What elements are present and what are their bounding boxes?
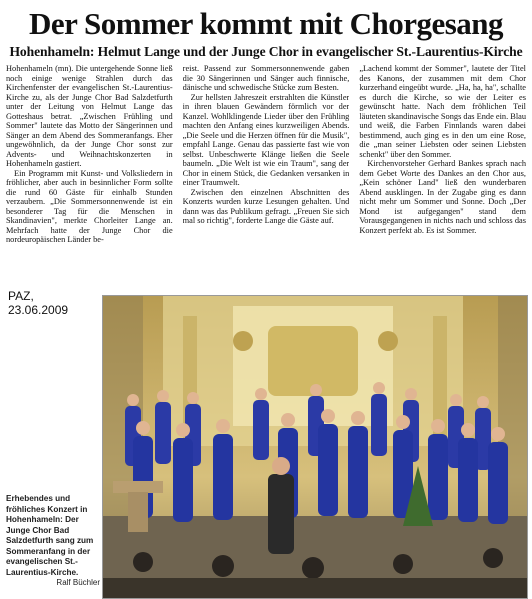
source-dateline — [8, 289, 68, 317]
paragraph: Zur hellsten Jahreszeit erstrahlten die Künstler in ihren blauen Gewändern förmlich vor der Kanzel. Wohlklingende Lieder über den Frühling machten den Anfang eines kurzweiligen Abends. „Die Seele und die Herzen öffnen für die Musik", empfahl Lange. Genau das passierte fast wie von selbst. Unbeschwerte Klänge ließen die Seele baumeln. „Die Welt ist wie ein Traum", sang der Chor in einem Stück, die Gedanken versanken in einer Traumwelt. — [182, 92, 350, 187]
choir-photo-illustration — [103, 296, 527, 598]
paragraph: „Lachend kommt der Sommer", lautete der Titel des Kanons, der zusammen mit dem Chor kurzerhand eingeübt wurde. „Ha, ha, ha", schallte es durch die Kirche, so wie der Leiter es gewünscht hatte. Nach dem fröhlichen Teil läuteten skandinavische Songs das Ende ein. Blau und weiß, die Farben Finnlands waren dabei bestimmend, auch ging es in den um eine Rose, die „man seiner Liebsten oder seinen Liebsten schenkt" über den Sommer. — [359, 64, 527, 159]
article-column-3 — [359, 64, 526, 284]
photo-credit: Ralf Büchler — [56, 578, 100, 587]
paragraph: Zwischen den einzelnen Abschnitten des Konzerts wurden kurze Lesungen gehalten. Und dann was das Publikum gefragt. „Freuen Sie sich mal so richtig", forderte Lange die Gäste auf. — [182, 187, 350, 225]
headline: Der Sommer kommt mit Chorgesang — [28, 6, 504, 41]
photo-caption: Erhebendes und fröhliches Konzert in Hohenhameln: Der Junge Chor Bad Salzdetfurth sang zum Sommeranfang in der evangelischen St.-Laurentius-Kirche. — [6, 494, 94, 577]
choir-photo — [102, 295, 528, 599]
article-body — [6, 64, 526, 284]
publication-name: PAZ, — [8, 289, 34, 303]
article-column-1 — [6, 64, 173, 284]
paragraph: Hohenhameln (mn). Die untergehende Sonne ließ noch einige wenige Strahlen durch das Kirchenfenster der evangelischen St.-Laurentius-Kirche zu, als der Junge Chor Bad Salzdetfurth unter der Leitung von Helmut Lange das Gotteshaus betrat. „Zwischen Frühling und Sommer" lautete das Motto der Sängerinnen und Sänger an dem Abend des Sommeranfangs. Eher ungewöhnlich, da der Junge Chor sonst zur Advents- und Weihnachtskonzerten in Hohenhameln gastiert. — [6, 64, 173, 168]
paragraph: Kirchenvorsteher Gerhard Bankes sprach nach dem Gebet Worte des Dankes an den Chor aus, „Kein schöner Land" ließ den wunderbaren Abend ausklingen. In der Zugabe ging es dann nicht mehr um Sommer und Sonne. Doch „Der Mond ist aufgegangen" stand dem Vorausgegangenen in nichts nach und schloss das Konzert perfekt ab. Es ist Sommer. — [359, 159, 527, 235]
article-column-2 — [183, 64, 350, 284]
paragraph: reist. Passend zur Sommersonnenwende gaben die 30 Sängerinnen und Sänger auch finnische, dänische und schwedische Stücke zum Besten. — [182, 64, 350, 92]
paragraph: Ein Programm mit Kunst- und Volksliedern in fröhlicher, aber auch in besinnlicher Form sollte die rund 60 Gäste für einhalb Stunden verzaubern. „Die Sommersonnenwende ist ein besonderer Tag für die Menschen in Skandinavien", merkte Chorleiter Lange an. Mehrfach hatte der Junge Chor die nordeuropäischen Länder be- — [6, 168, 173, 244]
subheadline: Hohenhameln: Helmut Lange und der Junge Chor in evangelischer St.-Laurentius-Kirche — [9, 44, 523, 59]
publication-date: 23.06.2009 — [8, 303, 69, 317]
